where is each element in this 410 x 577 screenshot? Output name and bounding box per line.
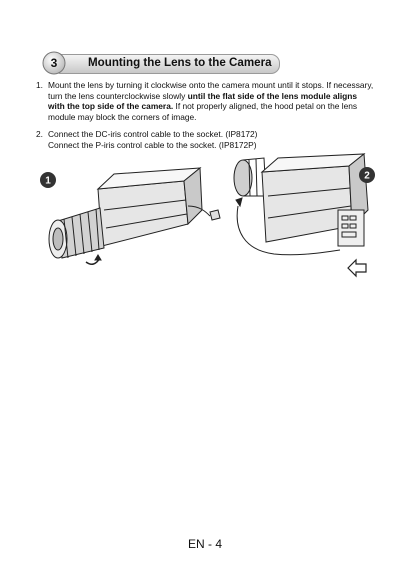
step-text-line: Connect the DC-iris control cable to the socket. (IP8172) [48, 128, 258, 139]
camera-lens-illustration [34, 150, 384, 290]
camera-left-drawing [49, 168, 220, 264]
step-text [48, 80, 376, 123]
instruction-step-2 [36, 129, 376, 150]
step-text-emphasis: until the flat side of the lens module aligns with the top side of the camera. [48, 90, 358, 112]
step-text-part: If not properly aligned, the hood petal on the lens module may block the corners of image. [48, 101, 358, 123]
section-number: 3 [50, 56, 58, 70]
step-text-part: Mount the lens by turning it clockwise onto the camera mount until it stops. If necessary, turn the lens counterclockwise slowly [48, 80, 374, 101]
step-marker-2-label: 2 [364, 170, 370, 182]
page-number: EN - 4 [187, 537, 222, 551]
instruction-list [36, 80, 376, 156]
section-header [42, 51, 280, 73]
camera-right-drawing [234, 154, 368, 276]
step-number: 1. [36, 80, 43, 90]
step-number: 2. [36, 128, 43, 139]
step-text-line: Connect the P-iris control cable to the socket. (IP8172P) [48, 139, 257, 150]
step-marker-1 [40, 172, 56, 188]
step-marker-2 [359, 167, 375, 183]
section-number-badge [42, 51, 66, 75]
step-marker-1-label: 1 [45, 175, 51, 187]
instruction-step-1 [36, 80, 376, 123]
camera-illustration-drawing [34, 150, 384, 290]
section-title: Mounting the Lens to the Camera [88, 56, 272, 69]
